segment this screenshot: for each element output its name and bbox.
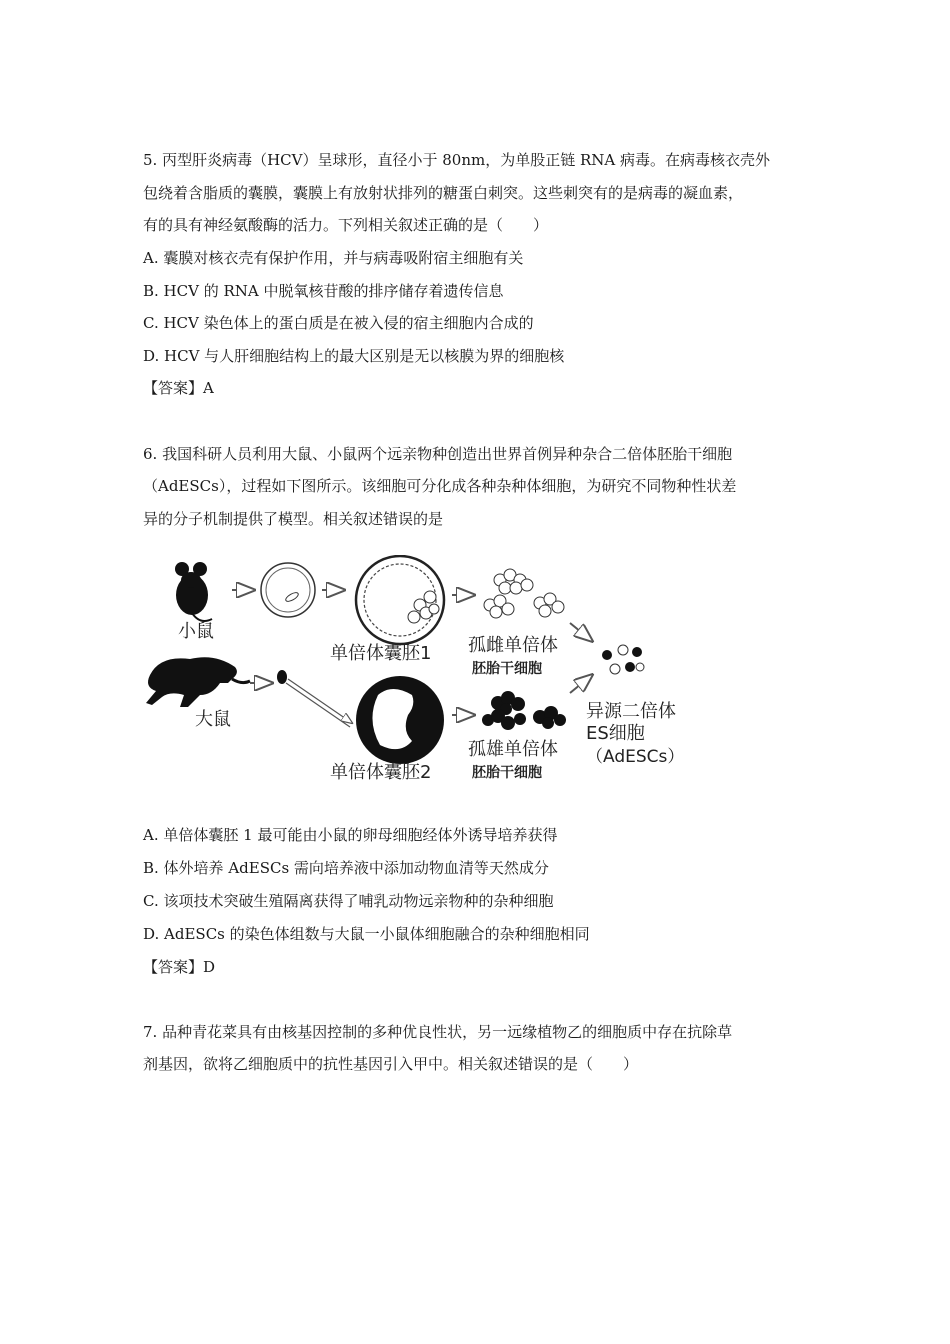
gynogenetic-cell-cluster-icon (484, 569, 564, 618)
hybrid-es-cell-icon (602, 645, 644, 674)
blastocyst-2-icon (356, 676, 444, 764)
q5-answer: 【答案】A (143, 379, 214, 397)
oocyte-icon (261, 563, 315, 617)
hybrid-label-line-1: 异源二倍体 (586, 701, 676, 722)
arrow-andro-to-hybrid (570, 675, 592, 693)
q6-option-d: D. AdESCs 的染色体组数与大鼠一小鼠体细胞融合的杂种细胞相同 (143, 925, 590, 943)
q7-stem-line-1: 7. 品种青花菜具有由核基因控制的多种优良性状，另一远缘植物乙的细胞质中存在抗除草 (143, 1023, 733, 1041)
rat-icon (146, 657, 250, 707)
q6-stem-line-1: 6. 我国科研人员利用大鼠、小鼠两个远亲物种创造出世界首例异种杂合二倍体胚胎干细胞 (143, 445, 733, 463)
blastocyst-1-icon (356, 556, 444, 644)
hybrid-label-line-3: （AdESCs） (586, 747, 685, 767)
q6-stem-line-3: 异的分子机制提供了模型。相关叙述错误的是 (143, 510, 444, 528)
q5-stem-line-3: 有的具有神经氨酸酶的活力。下列相关叙述正确的是（ ） (143, 216, 549, 234)
q5-option-c: C. HCV 染色体上的蛋白质是在被入侵的宿主细胞内合成的 (143, 314, 534, 332)
gynogenetic-subtitle: 胚胎干细胞 (472, 661, 542, 677)
mouse-icon (175, 562, 212, 621)
q6-option-b: B. 体外培养 AdESCs 需向培养液中添加动物血清等天然成分 (143, 859, 549, 877)
rat-label: 大鼠 (195, 709, 231, 730)
adescs-process-diagram (140, 555, 710, 790)
q7-stem-line-2: 剂基因，欲将乙细胞质中的抗性基因引入甲中。相关叙述错误的是（ ） (143, 1055, 639, 1073)
androgenetic-title: 孤雄单倍体 (468, 739, 558, 760)
q6-answer: 【答案】D (143, 958, 216, 976)
q5-option-b: B. HCV 的 RNA 中脱氧核苷酸的排序储存着遗传信息 (143, 282, 504, 300)
mouse-label: 小鼠 (178, 621, 214, 642)
blastocyst-2-label: 单倍体囊胚2 (330, 762, 432, 783)
q6-option-a: A. 单倍体囊胚 1 最可能由小鼠的卵母细胞经体外诱导培养获得 (143, 826, 558, 844)
arrow-gyno-to-hybrid (570, 623, 592, 641)
sperm-icon (277, 670, 352, 727)
q5-option-a: A. 囊膜对核衣壳有保护作用，并与病毒吸附宿主细胞有关 (143, 249, 524, 267)
androgenetic-subtitle: 胚胎干细胞 (472, 765, 542, 781)
q6-stem-line-2: （AdESCs），过程如下图所示。该细胞可分化成各种杂种体细胞，为研究不同物种性状差 (143, 477, 737, 495)
gynogenetic-title: 孤雌单倍体 (468, 635, 558, 656)
q5-stem-line-2: 包绕着含脂质的囊膜，囊膜上有放射状排列的糖蛋白刺突。这些刺突有的是病毒的凝血素， (143, 184, 744, 202)
androgenetic-cell-cluster-icon (482, 691, 566, 730)
q5-stem-line-1: 5. 丙型肝炎病毒（HCV）呈球形，直径小于 80nm，为单股正链 RNA 病毒。在病毒核衣壳外 (143, 151, 771, 169)
hybrid-label-line-2: ES细胞 (586, 723, 645, 744)
q6-option-c: C. 该项技术突破生殖隔离获得了哺乳动物远亲物种的杂种细胞 (143, 892, 554, 910)
q5-option-d: D. HCV 与人肝细胞结构上的最大区别是无以核膜为界的细胞核 (143, 347, 565, 365)
blastocyst-1-label: 单倍体囊胚1 (330, 643, 432, 664)
